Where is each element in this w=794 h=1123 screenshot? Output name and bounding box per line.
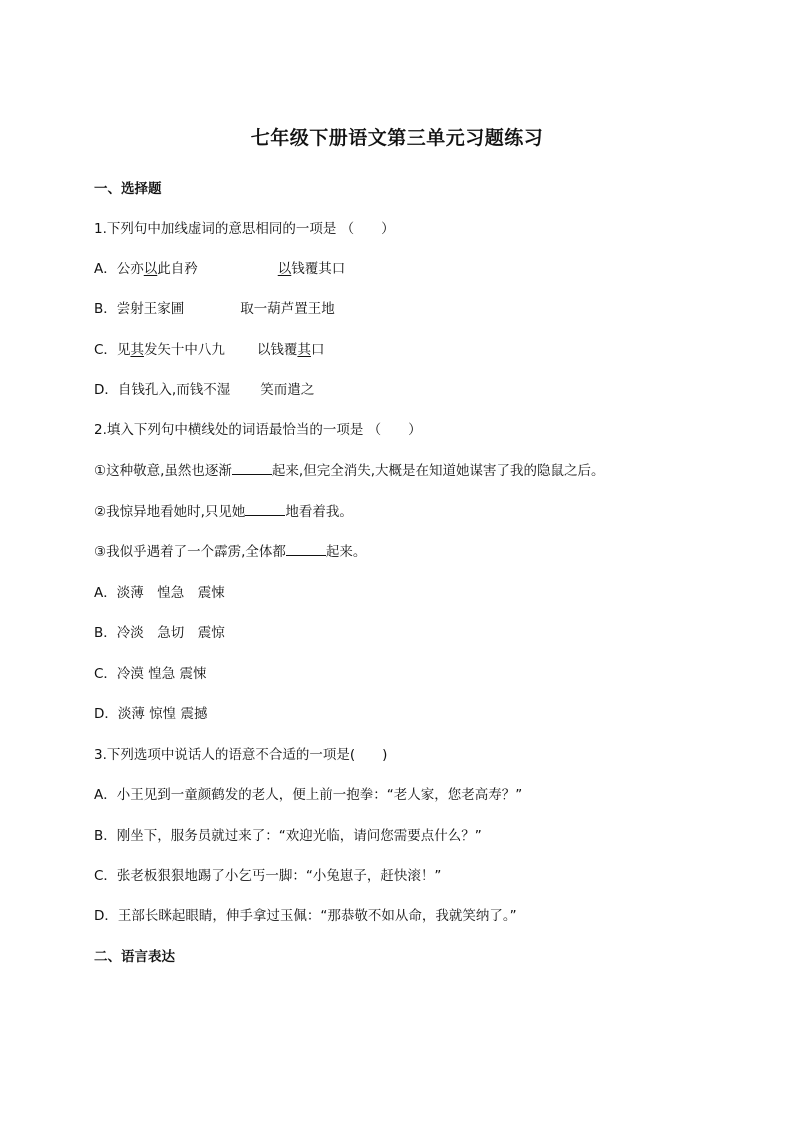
underlined-word: 以 (143, 261, 158, 277)
question-2-option-c: C．冷漠 惶急 震悚 (94, 666, 207, 682)
question-3-option-b: B．刚坐下，服务员就过来了：“欢迎光临，请问您需要点什么？” (94, 828, 482, 844)
question-2-option-d: D．淡薄 惊惶 震撼 (94, 706, 208, 722)
question-2-sentence-2: ②我惊异地看她时,只见她 地看着我。 (94, 504, 353, 520)
fill-blank (232, 462, 272, 475)
section-heading-language-expression: 二、语言表达 (94, 949, 175, 965)
section-heading-choice: 一、选择题 (94, 181, 162, 197)
question-1-option-a: A．公亦以此自矜 以钱覆其口 (94, 261, 346, 277)
fill-blank (286, 543, 326, 556)
option-label: B． (94, 301, 117, 317)
question-2-option-a: A．淡薄 惶急 震悚 (94, 585, 225, 601)
question-3-option-a: A．小王见到一童颜鹤发的老人，便上前一抱拳：“老人家，您老高寿？” (94, 787, 523, 803)
question-2-option-b: B．冷淡 急切 震惊 (94, 625, 225, 641)
question-2-sentence-1: ①这种敬意,虽然也逐渐 起来,但完全消失,大概是在知道她谋害了我的隐鼠之后。 (94, 463, 605, 479)
fill-blank (245, 503, 285, 516)
page-title: 七年级下册语文第三单元习题练习 (250, 127, 544, 149)
option-label: C． (94, 342, 117, 358)
underlined-word: 其 (130, 342, 144, 358)
option-label: D． (94, 382, 118, 398)
question-1-option-c: C．见其发矢十中八九 以钱覆其口 (94, 342, 325, 358)
question-1-option-b: B．尝射王家圃 取一葫芦置王地 (94, 301, 335, 317)
question-1-option-d: D．自钱孔入,而钱不湿 笑而遣之 (94, 382, 315, 398)
question-3-option-d: D．王部长眯起眼睛，伸手拿过玉佩：“那恭敬不如从命，我就笑纳了。” (94, 908, 517, 924)
question-2-sentence-3: ③我似乎遇着了一个霹雳,全体都 起来。 (94, 544, 367, 560)
question-2-stem: 2.填入下列句中横线处的词语最恰当的一项是 （ ） (94, 422, 422, 438)
option-label: A． (94, 261, 117, 277)
question-1-stem: 1.下列句中加线虚词的意思相同的一项是 （ ） (94, 221, 395, 237)
underlined-word: 其 (297, 342, 311, 358)
question-3-stem: 3.下列选项中说话人的语意不合适的一项是( ) (94, 747, 388, 763)
underlined-word: 以 (277, 261, 292, 277)
question-3-option-c: C．张老板狠狠地踢了小乞丐一脚：“小兔崽子，赶快滚！” (94, 868, 442, 884)
